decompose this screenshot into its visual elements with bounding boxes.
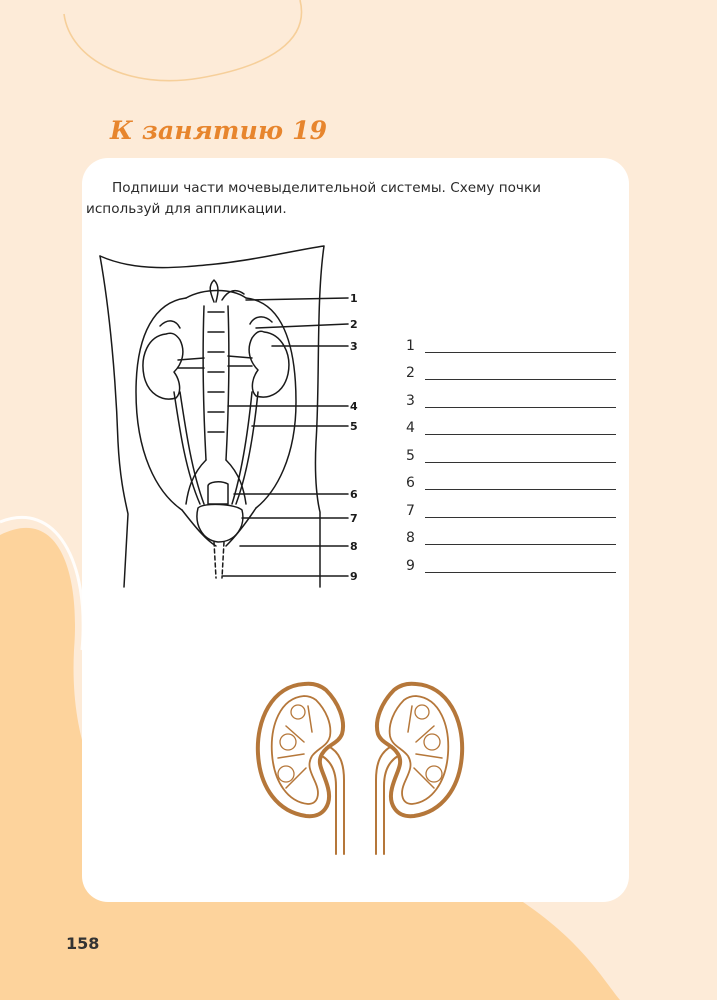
answer-number: 8 [406, 530, 415, 546]
instruction-text: Подпиши части мочевыделительной системы. Схему почки используй для аппликации. [86, 180, 541, 217]
answer-number: 4 [406, 420, 415, 436]
figure-label: 5 [350, 420, 358, 433]
answer-row[interactable] [406, 464, 616, 492]
page-title: К занятию 19 [110, 116, 328, 145]
answer-number: 6 [406, 475, 415, 491]
answer-row[interactable] [406, 381, 616, 409]
figure-label: 7 [350, 512, 358, 525]
urinary-system-figure [96, 242, 368, 592]
kidney-diagram [252, 676, 468, 858]
answer-line[interactable] [425, 530, 616, 545]
figure-label: 4 [350, 400, 358, 413]
answer-row[interactable] [406, 519, 616, 547]
answer-line[interactable] [425, 420, 616, 435]
figure-label: 6 [350, 488, 358, 501]
figure-label: 3 [350, 340, 358, 353]
figure-label: 1 [350, 292, 358, 305]
answer-line[interactable] [425, 558, 616, 573]
page-number: 158 [66, 934, 100, 953]
figure-label: 2 [350, 318, 358, 331]
answer-number: 7 [406, 502, 415, 519]
figure-label: 8 [350, 540, 358, 553]
answer-row[interactable] [406, 326, 616, 354]
answer-number: 5 [406, 447, 415, 464]
answer-number: 3 [406, 392, 415, 409]
answer-row[interactable] [406, 409, 616, 437]
answer-line[interactable] [425, 475, 616, 490]
figure-label: 9 [350, 570, 358, 583]
answer-number: 2 [406, 365, 415, 381]
answer-line[interactable] [425, 503, 616, 518]
answer-line[interactable] [425, 338, 616, 353]
answer-row[interactable] [406, 546, 616, 574]
answer-row[interactable] [406, 436, 616, 464]
answer-line[interactable] [425, 393, 616, 408]
answer-row[interactable] [406, 491, 616, 519]
answer-number: 9 [406, 557, 415, 574]
answer-line[interactable] [425, 365, 616, 380]
answer-list [406, 326, 616, 574]
answer-line[interactable] [425, 448, 616, 463]
answer-number: 1 [406, 337, 415, 354]
answer-row[interactable] [406, 354, 616, 382]
